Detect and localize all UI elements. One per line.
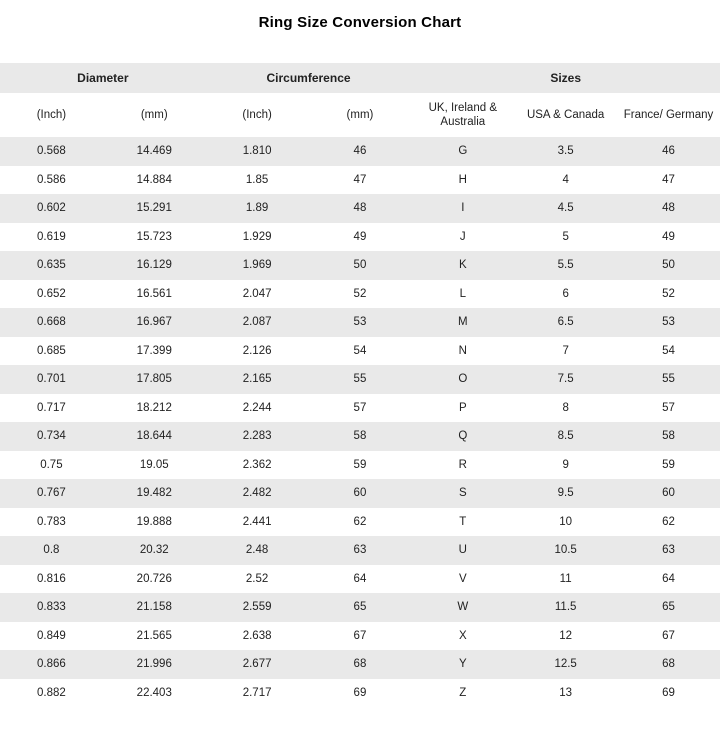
cell-diameter-inch: 0.849	[0, 622, 103, 651]
cell-diameter-mm: 19.05	[103, 451, 206, 480]
cell-size-uk-ireland-australia: K	[411, 251, 514, 280]
cell-diameter-mm: 22.403	[103, 679, 206, 708]
cell-circumference-inch: 2.677	[206, 650, 309, 679]
cell-size-france-germany: 47	[617, 166, 720, 195]
cell-size-france-germany: 64	[617, 565, 720, 594]
table-row	[0, 422, 720, 451]
cell-size-uk-ireland-australia: X	[411, 622, 514, 651]
cell-circumference-inch: 2.559	[206, 593, 309, 622]
cell-circumference-mm: 59	[309, 451, 412, 480]
cell-circumference-mm: 69	[309, 679, 412, 708]
cell-diameter-mm: 20.32	[103, 536, 206, 565]
cell-diameter-inch: 0.652	[0, 280, 103, 309]
cell-circumference-inch: 2.165	[206, 365, 309, 394]
cell-size-uk-ireland-australia: Y	[411, 650, 514, 679]
cell-diameter-mm: 17.399	[103, 337, 206, 366]
cell-size-usa-canada: 10	[514, 508, 617, 537]
cell-diameter-inch: 0.619	[0, 223, 103, 252]
cell-diameter-inch: 0.767	[0, 479, 103, 508]
cell-circumference-mm: 54	[309, 337, 412, 366]
group-header-diameter: Diameter	[0, 63, 206, 93]
cell-size-uk-ireland-australia: O	[411, 365, 514, 394]
cell-size-usa-canada: 8.5	[514, 422, 617, 451]
cell-diameter-inch: 0.602	[0, 194, 103, 223]
column-header-uk-ireland-australia: UK, Ireland & Australia	[411, 93, 514, 137]
cell-size-usa-canada: 12.5	[514, 650, 617, 679]
cell-diameter-mm: 21.158	[103, 593, 206, 622]
cell-size-uk-ireland-australia: N	[411, 337, 514, 366]
table-row	[0, 137, 720, 166]
cell-size-uk-ireland-australia: T	[411, 508, 514, 537]
cell-circumference-inch: 2.717	[206, 679, 309, 708]
group-header-row	[0, 63, 720, 93]
cell-size-uk-ireland-australia: I	[411, 194, 514, 223]
cell-circumference-mm: 47	[309, 166, 412, 195]
cell-diameter-mm: 15.723	[103, 223, 206, 252]
cell-diameter-mm: 19.888	[103, 508, 206, 537]
cell-size-uk-ireland-australia: L	[411, 280, 514, 309]
cell-size-france-germany: 58	[617, 422, 720, 451]
cell-diameter-inch: 0.783	[0, 508, 103, 537]
cell-diameter-inch: 0.586	[0, 166, 103, 195]
cell-circumference-inch: 1.85	[206, 166, 309, 195]
cell-size-france-germany: 53	[617, 308, 720, 337]
cell-size-uk-ireland-australia: G	[411, 137, 514, 166]
group-header-circumference: Circumference	[206, 63, 412, 93]
table-row	[0, 365, 720, 394]
cell-circumference-mm: 52	[309, 280, 412, 309]
cell-size-usa-canada: 7.5	[514, 365, 617, 394]
table-row	[0, 223, 720, 252]
table-row	[0, 451, 720, 480]
cell-diameter-mm: 14.884	[103, 166, 206, 195]
page-title: Ring Size Conversion Chart	[258, 14, 462, 31]
cell-circumference-inch: 2.283	[206, 422, 309, 451]
cell-diameter-inch: 0.833	[0, 593, 103, 622]
cell-size-france-germany: 54	[617, 337, 720, 366]
cell-size-usa-canada: 13	[514, 679, 617, 708]
cell-diameter-inch: 0.882	[0, 679, 103, 708]
cell-size-france-germany: 46	[617, 137, 720, 166]
cell-circumference-mm: 67	[309, 622, 412, 651]
cell-size-france-germany: 49	[617, 223, 720, 252]
cell-circumference-mm: 49	[309, 223, 412, 252]
cell-circumference-mm: 62	[309, 508, 412, 537]
cell-diameter-mm: 21.565	[103, 622, 206, 651]
cell-size-usa-canada: 10.5	[514, 536, 617, 565]
cell-diameter-mm: 18.644	[103, 422, 206, 451]
table-row	[0, 565, 720, 594]
cell-size-france-germany: 67	[617, 622, 720, 651]
cell-circumference-mm: 64	[309, 565, 412, 594]
cell-circumference-mm: 48	[309, 194, 412, 223]
cell-size-usa-canada: 3.5	[514, 137, 617, 166]
cell-circumference-inch: 2.48	[206, 536, 309, 565]
column-header-circumference-mm: (mm)	[309, 93, 412, 137]
cell-size-france-germany: 50	[617, 251, 720, 280]
column-header-diameter-inch: (Inch)	[0, 93, 103, 137]
cell-diameter-inch: 0.8	[0, 536, 103, 565]
cell-size-uk-ireland-australia: U	[411, 536, 514, 565]
column-header-usa-canada: USA & Canada	[514, 93, 617, 137]
table-header	[0, 63, 720, 137]
cell-size-uk-ireland-australia: M	[411, 308, 514, 337]
cell-size-usa-canada: 11	[514, 565, 617, 594]
cell-size-uk-ireland-australia: J	[411, 223, 514, 252]
cell-size-usa-canada: 7	[514, 337, 617, 366]
cell-size-uk-ireland-australia: H	[411, 166, 514, 195]
cell-size-usa-canada: 5.5	[514, 251, 617, 280]
group-header-sizes: Sizes	[411, 63, 720, 93]
cell-circumference-inch: 1.810	[206, 137, 309, 166]
table-row	[0, 280, 720, 309]
table-row	[0, 622, 720, 651]
cell-circumference-inch: 2.047	[206, 280, 309, 309]
cell-circumference-mm: 46	[309, 137, 412, 166]
cell-size-uk-ireland-australia: V	[411, 565, 514, 594]
cell-size-usa-canada: 4	[514, 166, 617, 195]
cell-size-usa-canada: 6	[514, 280, 617, 309]
cell-size-usa-canada: 9	[514, 451, 617, 480]
cell-diameter-mm: 14.469	[103, 137, 206, 166]
cell-circumference-mm: 50	[309, 251, 412, 280]
cell-circumference-mm: 63	[309, 536, 412, 565]
table-row	[0, 536, 720, 565]
cell-diameter-inch: 0.668	[0, 308, 103, 337]
table-row	[0, 166, 720, 195]
cell-diameter-mm: 16.967	[103, 308, 206, 337]
cell-circumference-mm: 55	[309, 365, 412, 394]
cell-circumference-mm: 58	[309, 422, 412, 451]
cell-size-france-germany: 60	[617, 479, 720, 508]
cell-diameter-mm: 19.482	[103, 479, 206, 508]
table-row	[0, 194, 720, 223]
cell-size-usa-canada: 5	[514, 223, 617, 252]
cell-size-usa-canada: 9.5	[514, 479, 617, 508]
cell-size-france-germany: 57	[617, 394, 720, 423]
cell-size-uk-ireland-australia: P	[411, 394, 514, 423]
cell-circumference-inch: 1.929	[206, 223, 309, 252]
cell-size-france-germany: 63	[617, 536, 720, 565]
cell-circumference-inch: 2.087	[206, 308, 309, 337]
cell-size-france-germany: 55	[617, 365, 720, 394]
cell-circumference-mm: 60	[309, 479, 412, 508]
cell-diameter-inch: 0.717	[0, 394, 103, 423]
cell-circumference-inch: 2.638	[206, 622, 309, 651]
cell-size-france-germany: 62	[617, 508, 720, 537]
cell-circumference-inch: 2.52	[206, 565, 309, 594]
column-header-row	[0, 93, 720, 137]
cell-circumference-mm: 65	[309, 593, 412, 622]
cell-circumference-inch: 1.969	[206, 251, 309, 280]
cell-circumference-mm: 53	[309, 308, 412, 337]
cell-size-usa-canada: 4.5	[514, 194, 617, 223]
table-row	[0, 508, 720, 537]
ring-size-conversion-table	[0, 63, 720, 707]
table-body	[0, 137, 720, 707]
page	[0, 14, 720, 707]
cell-diameter-inch: 0.635	[0, 251, 103, 280]
cell-diameter-inch: 0.701	[0, 365, 103, 394]
cell-size-france-germany: 59	[617, 451, 720, 480]
cell-circumference-inch: 2.441	[206, 508, 309, 537]
cell-size-usa-canada: 11.5	[514, 593, 617, 622]
column-header-france-germany: France/ Germany	[617, 93, 720, 137]
cell-diameter-mm: 18.212	[103, 394, 206, 423]
cell-size-usa-canada: 12	[514, 622, 617, 651]
cell-diameter-inch: 0.866	[0, 650, 103, 679]
table-row	[0, 394, 720, 423]
cell-diameter-mm: 21.996	[103, 650, 206, 679]
cell-size-usa-canada: 6.5	[514, 308, 617, 337]
table-row	[0, 679, 720, 708]
cell-circumference-inch: 2.482	[206, 479, 309, 508]
cell-size-uk-ireland-australia: S	[411, 479, 514, 508]
cell-size-france-germany: 52	[617, 280, 720, 309]
cell-diameter-inch: 0.734	[0, 422, 103, 451]
cell-size-france-germany: 48	[617, 194, 720, 223]
column-header-circumference-inch: (Inch)	[206, 93, 309, 137]
cell-circumference-inch: 2.126	[206, 337, 309, 366]
cell-diameter-mm: 17.805	[103, 365, 206, 394]
cell-circumference-inch: 2.362	[206, 451, 309, 480]
cell-diameter-inch: 0.685	[0, 337, 103, 366]
cell-size-usa-canada: 8	[514, 394, 617, 423]
cell-size-france-germany: 65	[617, 593, 720, 622]
table-row	[0, 593, 720, 622]
column-header-diameter-mm: (mm)	[103, 93, 206, 137]
cell-size-uk-ireland-australia: Z	[411, 679, 514, 708]
cell-diameter-mm: 15.291	[103, 194, 206, 223]
cell-diameter-mm: 16.561	[103, 280, 206, 309]
cell-diameter-mm: 16.129	[103, 251, 206, 280]
cell-diameter-inch: 0.75	[0, 451, 103, 480]
table-row	[0, 308, 720, 337]
cell-diameter-mm: 20.726	[103, 565, 206, 594]
table-row	[0, 251, 720, 280]
table-row	[0, 479, 720, 508]
cell-size-france-germany: 69	[617, 679, 720, 708]
cell-size-france-germany: 68	[617, 650, 720, 679]
cell-circumference-inch: 2.244	[206, 394, 309, 423]
table-row	[0, 650, 720, 679]
cell-circumference-mm: 57	[309, 394, 412, 423]
cell-size-uk-ireland-australia: W	[411, 593, 514, 622]
cell-diameter-inch: 0.816	[0, 565, 103, 594]
table-row	[0, 337, 720, 366]
cell-circumference-inch: 1.89	[206, 194, 309, 223]
cell-diameter-inch: 0.568	[0, 137, 103, 166]
cell-circumference-mm: 68	[309, 650, 412, 679]
cell-size-uk-ireland-australia: Q	[411, 422, 514, 451]
cell-size-uk-ireland-australia: R	[411, 451, 514, 480]
